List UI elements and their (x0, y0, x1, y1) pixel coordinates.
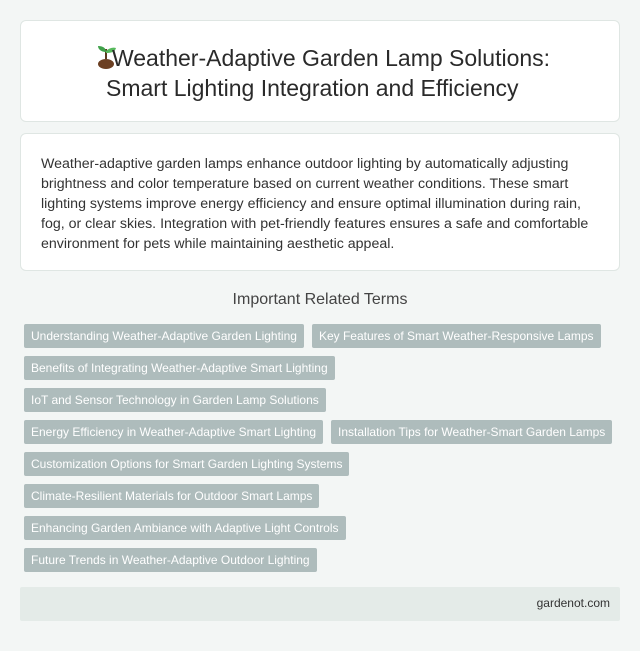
related-terms-heading: Important Related Terms (232, 291, 408, 308)
related-term-tag[interactable]: Climate-Resilient Materials for Outdoor Smart Lamps (24, 484, 319, 508)
page-title-line-1: Weather-Adaptive Garden Lamp Solutions: (111, 45, 551, 71)
footer (20, 587, 620, 621)
related-terms-row (24, 548, 620, 572)
related-term-tag[interactable]: IoT and Sensor Technology in Garden Lamp Solutions (24, 388, 326, 412)
intro-card (20, 133, 620, 271)
related-term-tag[interactable]: Benefits of Integrating Weather-Adaptive Smart Lighting (24, 356, 335, 380)
related-terms-row (24, 324, 620, 348)
title-card (20, 20, 620, 122)
related-term-tag[interactable]: Enhancing Garden Ambiance with Adaptive Light Controls (24, 516, 346, 540)
related-terms-row (24, 420, 620, 444)
related-terms-list (24, 324, 620, 580)
related-terms-row (24, 452, 620, 476)
related-term-tag[interactable]: Understanding Weather-Adaptive Garden Lighting (24, 324, 304, 348)
related-terms-row (24, 484, 620, 508)
related-term-tag[interactable]: Energy Efficiency in Weather-Adaptive Smart Lighting (24, 420, 323, 444)
related-term-tag[interactable]: Key Features of Smart Weather-Responsive Lamps (312, 324, 601, 348)
related-terms-row (24, 356, 620, 380)
footer-site-link[interactable]: gardenot.com (536, 596, 610, 610)
related-terms-row (24, 388, 620, 412)
related-term-tag[interactable]: Customization Options for Smart Garden Lighting Systems (24, 452, 349, 476)
page-title-line-2: Smart Lighting Integration and Efficiency (106, 75, 519, 101)
related-term-tag[interactable]: Future Trends in Weather-Adaptive Outdoor Lighting (24, 548, 317, 572)
related-terms-row (24, 516, 620, 540)
related-term-tag[interactable]: Installation Tips for Weather-Smart Garden Lamps (331, 420, 612, 444)
intro-paragraph: Weather-adaptive garden lamps enhance outdoor lighting by automatically adjusting brightness and color temperature based on current weather conditions. These smart lighting systems improve energy efficiency and ensure optimal illumination during rain, fog, or clear skies. Integration with pet-friendly features ensures a safe and comfortable environment for pets while maintaining aesthetic appeal. (41, 156, 589, 252)
